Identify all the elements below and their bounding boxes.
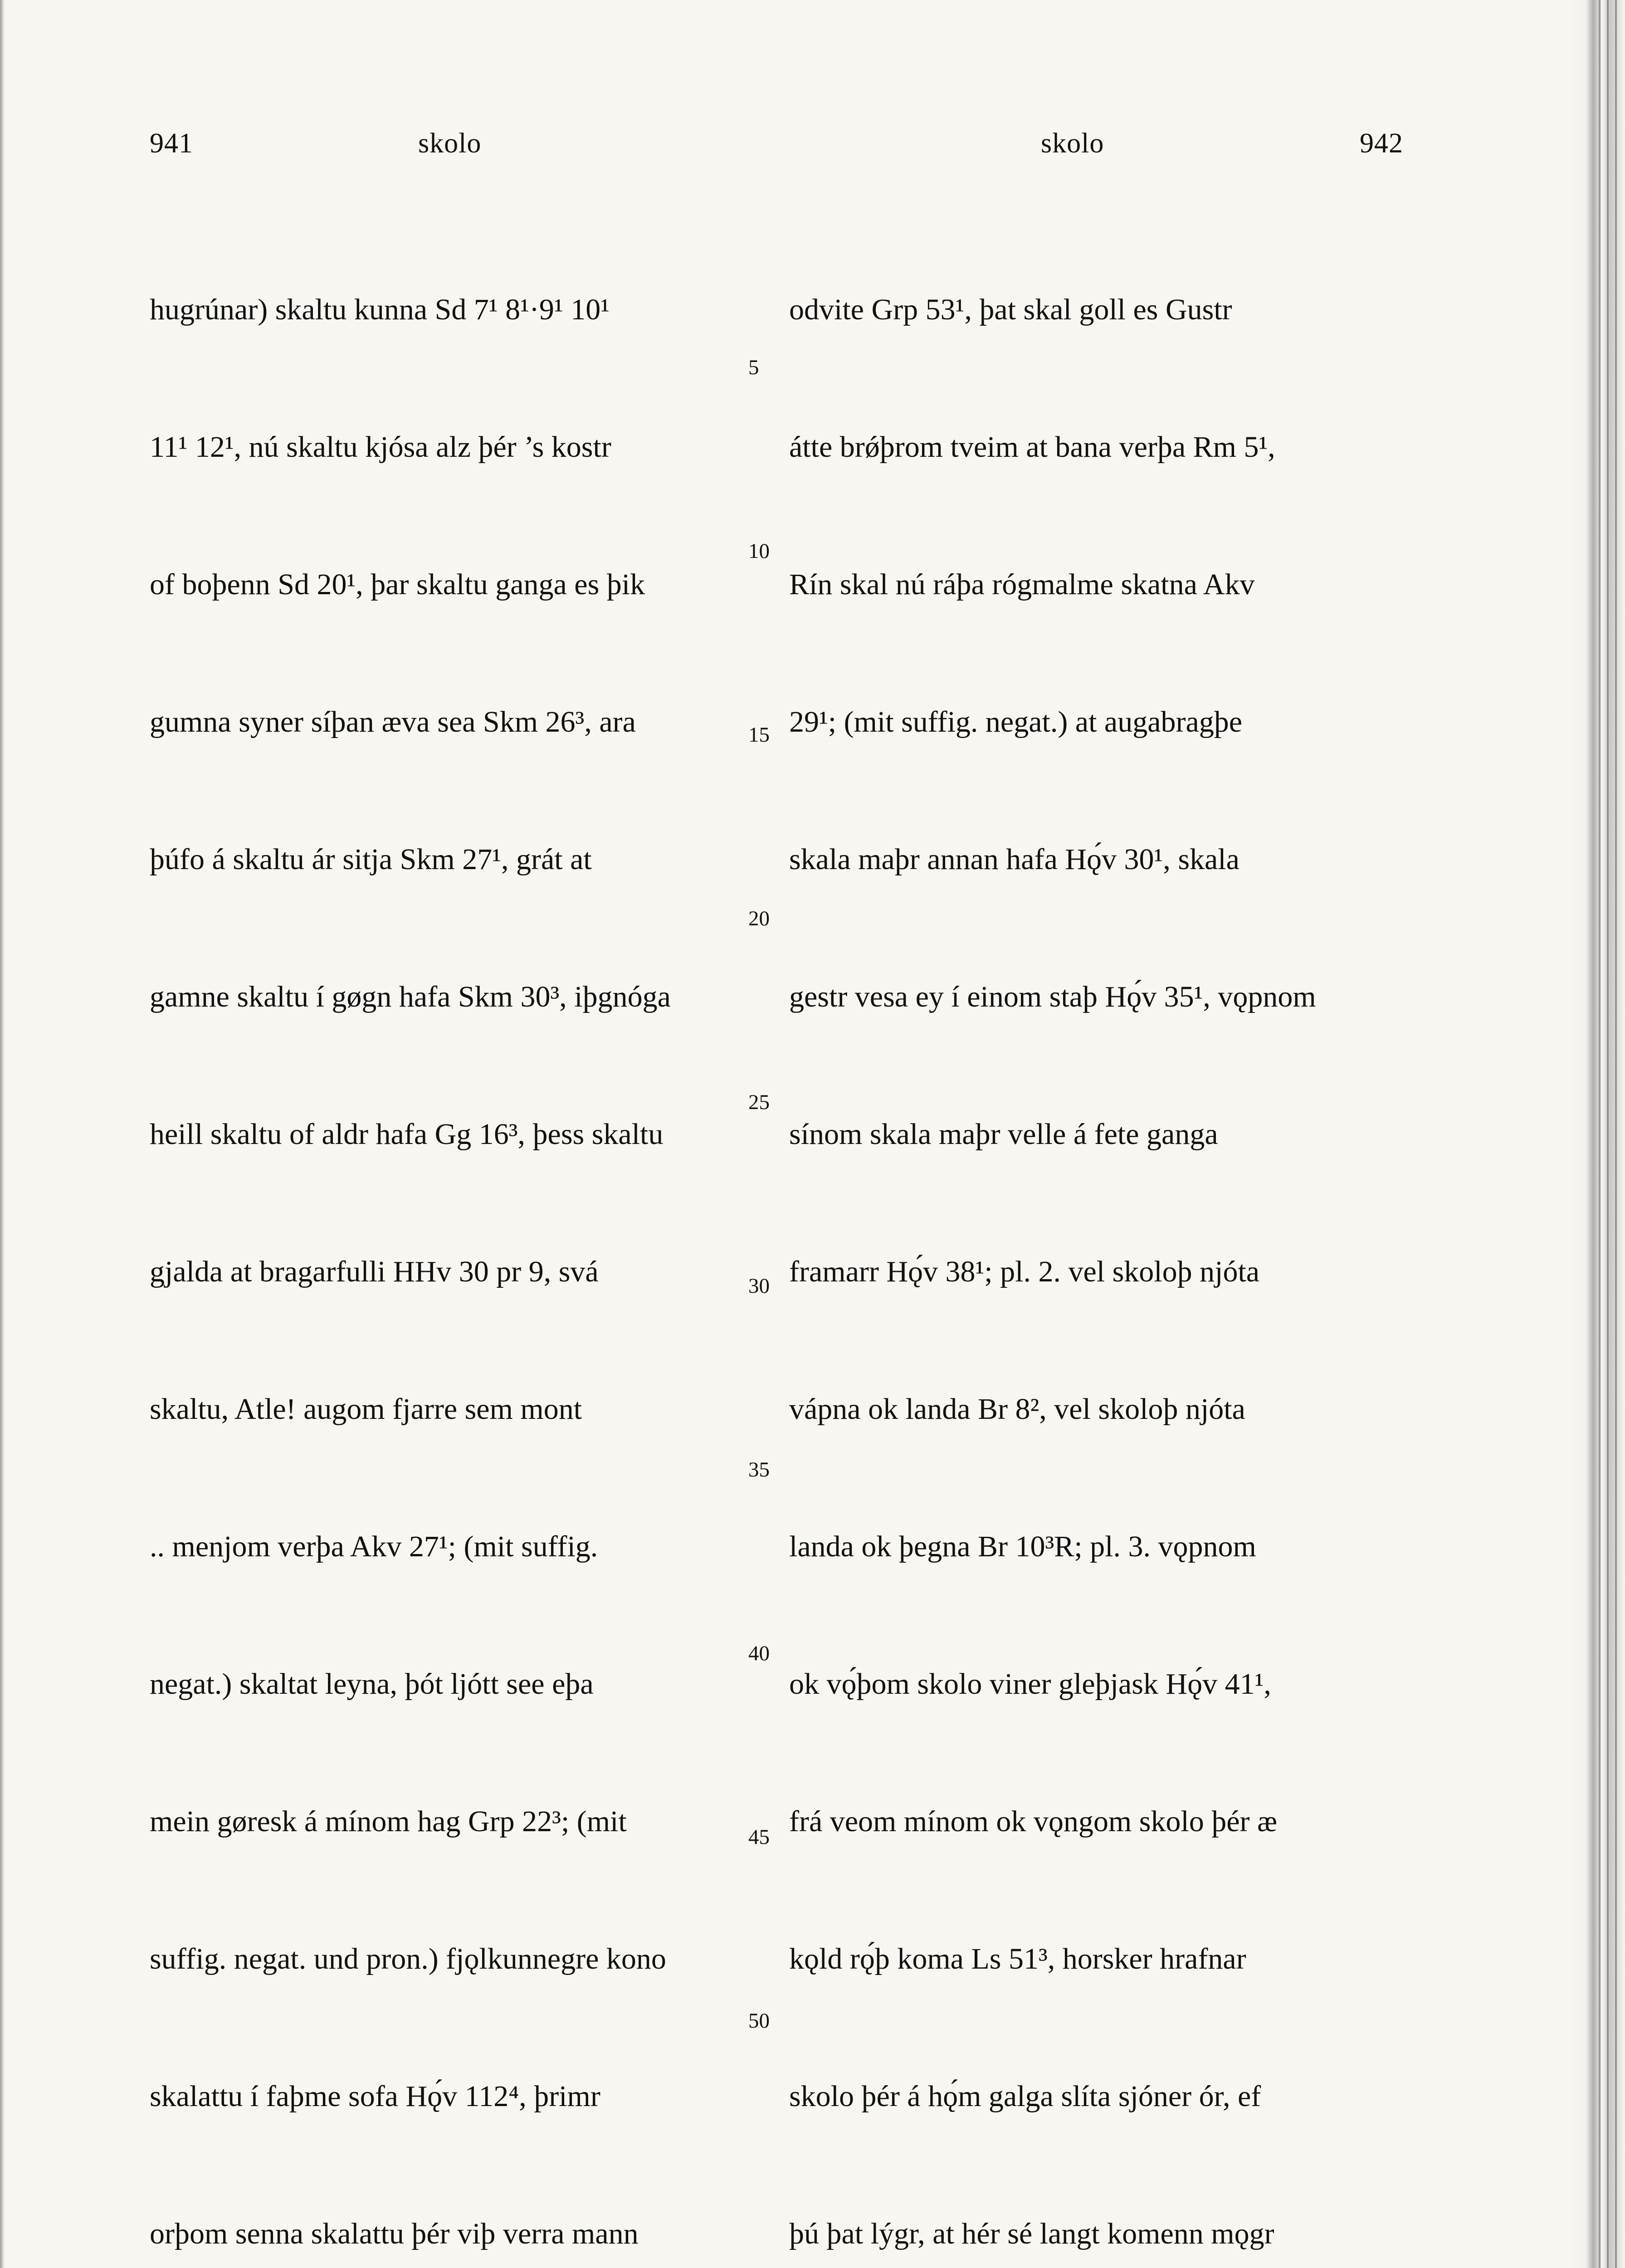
text-line: 11¹ 12¹, nú skaltu kjósa alz þér ’s kostr	[150, 430, 611, 464]
right-running-head: skolo	[1041, 128, 1104, 159]
left-running-head: skolo	[418, 128, 482, 159]
text-line: hugrúnar) skaltu kunna Sd 7¹ 8¹·9¹ 10¹	[150, 293, 610, 326]
left-text-column	[150, 195, 732, 2268]
text-line: suffig. negat. und pron.) fjǫlkunnegre kono	[150, 1942, 666, 1975]
left-edge-mark	[0, 0, 5, 2268]
text-line: negat.) skaltat leyna, þót ljótt see eþa	[150, 1667, 594, 1701]
line-number: 15	[748, 723, 770, 747]
right-binding-rule	[1599, 0, 1601, 2268]
text-line: orþom senna skalattu þér viþ verra mann	[150, 2217, 639, 2250]
text-line: skaltu, Atle! augom fjarre sem mont	[150, 1393, 582, 1426]
right-text-column	[789, 195, 1372, 2268]
text-line: Rín skal nú ráþa rógmalme skatna Akv	[789, 568, 1255, 601]
text-line: átte brǿþrom tveim at bana verþa Rm 5¹,	[789, 430, 1275, 464]
line-number: 20	[748, 907, 770, 930]
line-number: 40	[748, 1642, 770, 1665]
text-line: kǫld rǫ́þ koma Ls 51³, horsker hrafnar	[789, 1942, 1246, 1975]
line-number: 35	[748, 1458, 770, 1481]
text-line: .. menjom verþa Akv 27¹; (mit suffig.	[150, 1530, 598, 1563]
right-binding-rule	[1615, 0, 1617, 2268]
text-line: skalattu í faþme sofa Hǫ́v 112⁴, þrimr	[150, 2080, 600, 2113]
text-line: gumna syner síþan æva sea Skm 26³, ara	[150, 705, 636, 738]
text-line: frá veom mínom ok vǫngom skolo þér æ	[789, 1805, 1278, 1838]
text-line: landa ok þegna Br 10³R; pl. 3. vǫpnom	[789, 1530, 1256, 1563]
right-binding-edge	[1571, 0, 1625, 2268]
text-line: skolo þér á hǫ́m galga slíta sjóner ór, ef	[789, 2080, 1261, 2113]
text-line: mein gøresk á mínom hag Grp 22³; (mit	[150, 1805, 627, 1838]
text-line: 29¹; (mit suffig. negat.) at augabragþe	[789, 705, 1243, 738]
line-number: 5	[748, 356, 759, 379]
text-line: ok vǫ́þom skolo viner gleþjask Hǫ́v 41¹,	[789, 1667, 1271, 1701]
line-number: 10	[748, 539, 770, 563]
text-line: þúfo á skaltu ár sitja Skm 27¹, grát at	[150, 843, 592, 876]
text-line: vápna ok landa Br 8², vel skoloþ njóta	[789, 1393, 1245, 1426]
line-number: 45	[748, 1825, 770, 1849]
text-line: gestr vesa ey í einom staþ Hǫ́v 35¹, vǫpnom	[789, 980, 1316, 1013]
text-line: skala maþr annan hafa Hǫ́v 30¹, skala	[789, 843, 1239, 876]
text-line: þú þat lýgr, at hér sé langt komenn mǫgr	[789, 2217, 1274, 2250]
text-line: framarr Hǫ́v 38¹; pl. 2. vel skoloþ njóta	[789, 1255, 1260, 1288]
left-page-number: 941	[150, 128, 193, 159]
right-page-number: 942	[1360, 128, 1403, 159]
line-number: 25	[748, 1090, 770, 1114]
right-binding-rule	[1607, 0, 1609, 2268]
text-line: odvite Grp 53¹, þat skal goll es Gustr	[789, 293, 1232, 326]
text-line: sínom skala maþr velle á fete ganga	[789, 1118, 1218, 1151]
line-number: 30	[748, 1274, 770, 1298]
text-line: gamne skaltu í gøgn hafa Skm 30³, iþgnóga	[150, 980, 671, 1013]
text-line: gjalda at bragarfulli HHv 30 pr 9, svá	[150, 1255, 599, 1288]
line-number: 50	[748, 2009, 770, 2033]
text-line: heill skaltu of aldr hafa Gg 16³, þess skaltu	[150, 1118, 664, 1151]
text-line: of boþenn Sd 20¹, þar skaltu ganga es þik	[150, 568, 645, 601]
